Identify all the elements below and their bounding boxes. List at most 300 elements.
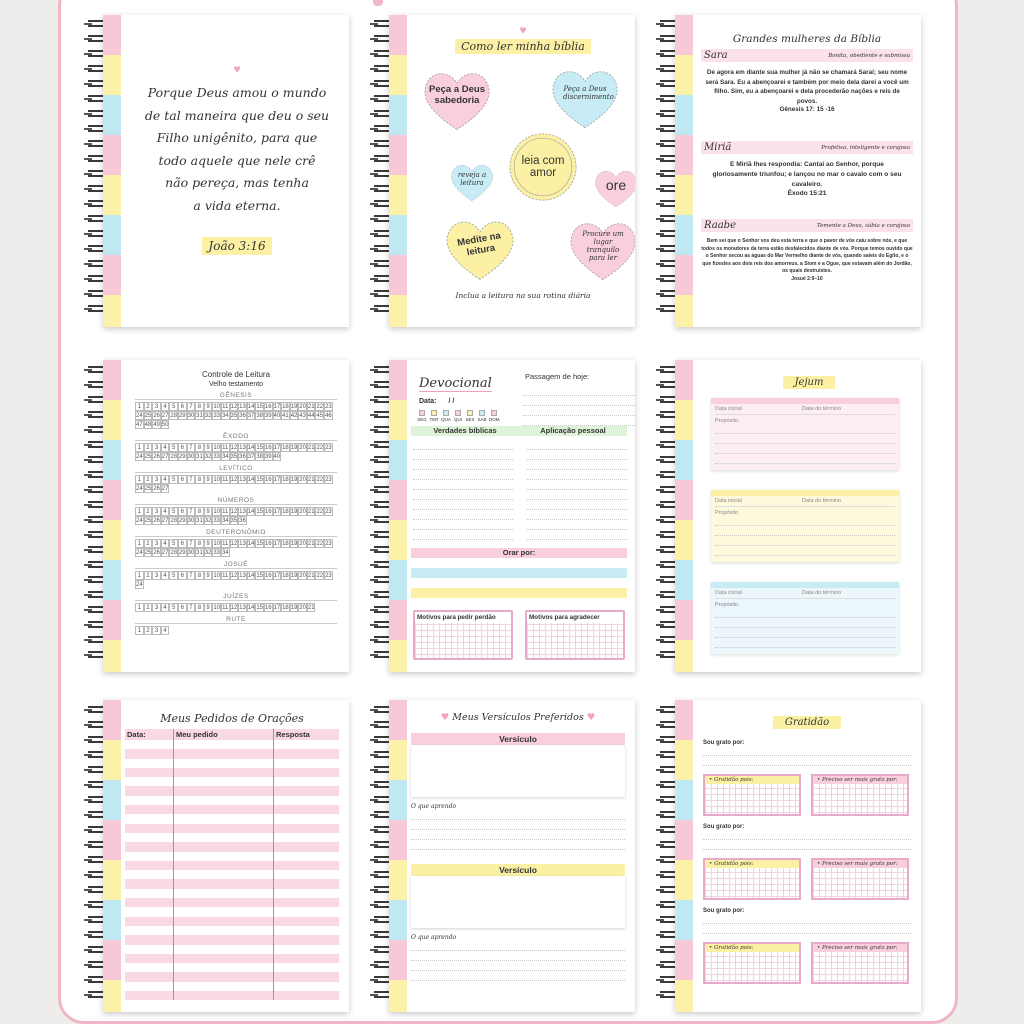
weekday-checkbox[interactable]: SAB (477, 410, 487, 422)
weekday-checkbox[interactable]: TER (429, 410, 439, 422)
chapter-checkbox[interactable]: 21 (307, 605, 315, 611)
chapter-checkbox[interactable]: 17 (273, 605, 281, 611)
chapter-checkbox[interactable]: 15 (256, 404, 263, 410)
chapter-checkbox[interactable]: 32 (204, 454, 212, 460)
chapter-checkbox[interactable]: 10 (213, 404, 221, 410)
chapter-checkbox[interactable]: 5 (169, 603, 178, 612)
chapter-checkbox[interactable]: 23 (325, 445, 332, 451)
chapter-checkbox[interactable]: 11 (222, 445, 229, 451)
chapter-checkbox[interactable]: 15 (256, 509, 263, 515)
chapter-checkbox[interactable]: 14 (247, 477, 255, 483)
table-row[interactable] (125, 824, 339, 833)
chapter-checkbox[interactable]: 14 (247, 445, 255, 451)
chapter-checkbox[interactable]: 17 (273, 573, 281, 579)
table-row[interactable] (125, 852, 339, 861)
chapter-checkbox[interactable]: 1 (135, 507, 144, 516)
chapter-checkbox[interactable]: 10 (213, 445, 221, 451)
chapter-checkbox[interactable]: 4 (161, 402, 170, 411)
chapter-checkbox[interactable]: 2 (144, 443, 153, 452)
date-field[interactable]: Data: / / (419, 398, 455, 405)
chapter-checkbox[interactable]: 17 (273, 404, 281, 410)
chapter-checkbox[interactable]: 31 (196, 454, 203, 460)
chapter-checkbox[interactable]: 49 (153, 422, 160, 428)
chapter-checkbox[interactable]: 17 (273, 445, 281, 451)
chapter-checkbox[interactable]: 37 (247, 413, 255, 419)
chapter-checkbox[interactable]: 2 (144, 507, 153, 516)
chapter-checkbox[interactable]: 33 (213, 518, 221, 524)
page-how-to-read (389, 15, 635, 327)
chapter-checkbox[interactable]: 43 (299, 413, 306, 419)
chapter-checkbox[interactable]: 23 (325, 477, 332, 483)
chapter-checkbox[interactable]: 8 (195, 402, 204, 411)
chapter-checkbox[interactable]: 2 (144, 571, 153, 580)
chapter-checkbox[interactable]: 16 (264, 573, 272, 579)
chapter-checkbox[interactable]: 32 (204, 413, 212, 419)
chapter-checkbox[interactable]: 9 (204, 443, 213, 452)
chapter-checkbox[interactable]: 31 (196, 518, 203, 524)
chapter-checkbox[interactable]: 4 (161, 626, 170, 635)
chapter-checkbox[interactable]: 20 (299, 573, 306, 579)
chapter-checkbox[interactable]: 11 (222, 404, 229, 410)
chapter-checkbox[interactable]: 24 (136, 582, 143, 588)
fasting-block[interactable]: Data inicial Data do término Propósito (711, 582, 899, 654)
heart-icon: ♥ (233, 62, 241, 76)
chapter-checkbox[interactable]: 13 (239, 573, 246, 579)
chapter-checkbox[interactable]: 2 (144, 603, 153, 612)
chapter-checkbox[interactable]: 16 (264, 509, 272, 515)
chapter-checkbox[interactable]: 10 (213, 477, 221, 483)
table-row[interactable] (125, 954, 339, 963)
prayer-table[interactable] (125, 740, 339, 1000)
chapter-checkbox[interactable]: 19 (290, 573, 298, 579)
chapter-checkbox[interactable]: 6 (178, 402, 187, 411)
weekday-checkbox[interactable]: SEX (465, 410, 475, 422)
chapter-checkbox[interactable]: 11 (222, 509, 229, 515)
chapter-checkbox[interactable]: 45 (316, 413, 324, 419)
chapter-checkbox[interactable]: 27 (161, 486, 169, 492)
chapter-checkbox[interactable]: 12 (230, 404, 238, 410)
chapter-checkbox[interactable]: 9 (204, 603, 213, 612)
chapter-checkbox[interactable]: 26 (153, 518, 160, 524)
table-row[interactable] (125, 945, 339, 954)
table-row[interactable] (125, 861, 339, 870)
chapter-checkbox[interactable]: 11 (222, 541, 229, 547)
chapter-checkbox[interactable]: 16 (264, 541, 272, 547)
chapter-checkbox[interactable]: 1 (135, 603, 144, 612)
chapter-checkbox[interactable]: 24 (136, 518, 143, 524)
chapter-checkbox[interactable]: 16 (264, 445, 272, 451)
weekday-checkbox[interactable]: DOM (489, 410, 499, 422)
chapter-checkbox[interactable]: 28 (170, 518, 178, 524)
chapter-checkbox[interactable]: 15 (256, 445, 263, 451)
book-name: LEVÍTICO (135, 465, 337, 473)
chapter-checkbox[interactable]: 14 (247, 573, 255, 579)
chapter-checkbox[interactable]: 24 (136, 454, 143, 460)
chapter-checkbox[interactable]: 42 (290, 413, 298, 419)
chapter-checkbox[interactable]: 23 (325, 404, 332, 410)
chapter-checkbox[interactable]: 34 (221, 550, 229, 556)
chapter-checkbox[interactable]: 19 (290, 445, 298, 451)
chapter-checkbox[interactable]: 23 (325, 541, 332, 547)
chapter-checkbox[interactable]: 20 (299, 477, 306, 483)
chapter-checkbox[interactable]: 14 (247, 509, 255, 515)
chapter-checkbox[interactable]: 26 (153, 550, 160, 556)
chapter-checkbox[interactable]: 7 (187, 475, 196, 484)
chapter-checkbox[interactable]: 17 (273, 541, 281, 547)
table-row[interactable] (125, 786, 339, 795)
chapter-checkbox[interactable]: 1 (135, 626, 144, 635)
chapter-checkbox[interactable]: 40 (273, 413, 281, 419)
chapter-checkbox[interactable]: 32 (204, 550, 212, 556)
chapter-checkbox[interactable]: 46 (325, 413, 332, 419)
chapter-checkbox[interactable]: 21 (307, 404, 315, 410)
chapter-checkbox[interactable]: 39 (264, 413, 272, 419)
chapter-checkbox[interactable]: 7 (187, 443, 196, 452)
chapter-checkbox[interactable]: 17 (273, 477, 281, 483)
verse-block[interactable]: Versículo O que aprendo (411, 864, 625, 981)
chapter-checkbox[interactable]: 6 (178, 603, 187, 612)
chapter-checkbox[interactable]: 21 (307, 509, 315, 515)
chapter-checkbox[interactable]: 29 (178, 413, 186, 419)
chapter-checkbox[interactable]: 38 (256, 413, 263, 419)
chapter-checkbox[interactable]: 6 (178, 443, 187, 452)
chapter-checkbox[interactable]: 6 (178, 539, 187, 548)
chapter-checkbox[interactable]: 8 (195, 507, 204, 516)
table-row[interactable] (125, 814, 339, 823)
chapter-checkbox[interactable]: 16 (264, 605, 272, 611)
chapter-checkbox[interactable]: 36 (239, 518, 246, 524)
chapter-checkbox[interactable]: 40 (273, 454, 281, 460)
chapter-checkbox[interactable]: 24 (136, 413, 143, 419)
chapter-checkbox[interactable]: 2 (144, 539, 153, 548)
chapter-checkbox[interactable]: 7 (187, 571, 196, 580)
chapter-checkbox[interactable]: 4 (161, 571, 170, 580)
chapter-checkbox[interactable]: 12 (230, 605, 238, 611)
chapter-checkbox[interactable]: 20 (299, 541, 306, 547)
table-row[interactable] (125, 982, 339, 991)
page-title: Controle de Leitura (201, 370, 271, 379)
chapter-checkbox[interactable]: 5 (169, 571, 178, 580)
chapter-checkbox[interactable]: 10 (213, 605, 221, 611)
forgiveness-box[interactable]: Motivos para pedir perdão (413, 610, 513, 660)
chapter-checkbox[interactable]: 7 (187, 507, 196, 516)
application-lines[interactable] (527, 440, 627, 540)
table-row[interactable] (125, 917, 339, 926)
chapter-checkbox[interactable]: 14 (247, 605, 255, 611)
chapter-checkbox[interactable]: 8 (195, 603, 204, 612)
chapter-checkbox[interactable]: 31 (196, 413, 203, 419)
chapter-checkbox[interactable]: 25 (144, 413, 152, 419)
chapter-checkbox[interactable]: 15 (256, 477, 263, 483)
book-block (135, 616, 337, 635)
chapter-checkbox[interactable]: 29 (178, 550, 186, 556)
heart-card: Peça a Deus discernimento (549, 65, 621, 131)
chapter-checkbox[interactable]: 18 (282, 477, 289, 483)
chapter-checkbox[interactable]: 23 (325, 573, 332, 579)
pray-line-yellow[interactable] (411, 588, 627, 598)
chapter-checkbox[interactable]: 10 (213, 509, 221, 515)
chapter-checkbox[interactable]: 7 (187, 402, 196, 411)
chapter-checkbox[interactable]: 48 (144, 422, 152, 428)
chapter-checkbox[interactable]: 35 (230, 413, 238, 419)
chapter-checkbox[interactable]: 19 (290, 605, 298, 611)
gratitude-block[interactable]: Sou grato por: • Gratidão pois: • Preciso ser mais grato por: (703, 824, 911, 900)
table-row[interactable] (125, 740, 339, 749)
chapter-checkbox[interactable]: 10 (213, 541, 221, 547)
chapter-checkbox[interactable]: 21 (307, 573, 315, 579)
chapter-checkbox[interactable]: 1 (135, 571, 144, 580)
chapter-checkbox[interactable]: 7 (187, 603, 196, 612)
chapter-checkbox[interactable]: 3 (152, 539, 161, 548)
chapter-checkbox[interactable]: 15 (256, 573, 263, 579)
chapter-checkbox[interactable]: 3 (152, 475, 161, 484)
chapter-checkbox[interactable]: 13 (239, 541, 246, 547)
chapter-checkbox[interactable]: 14 (247, 404, 255, 410)
page-verse (103, 15, 349, 327)
chapter-checkbox[interactable]: 18 (282, 509, 289, 515)
page-subtitle: Velho testamento (208, 381, 264, 388)
chapter-checkbox[interactable]: 22 (316, 509, 324, 515)
weekday-checkbox[interactable]: QUA (441, 410, 451, 422)
chapter-checkbox[interactable]: 35 (230, 454, 238, 460)
table-row[interactable] (125, 833, 339, 842)
chapter-checkbox[interactable]: 10 (213, 573, 221, 579)
chapter-checkbox[interactable]: 12 (230, 573, 238, 579)
chapter-checkbox[interactable]: 25 (144, 454, 152, 460)
chapter-checkbox[interactable]: 34 (221, 413, 229, 419)
table-row[interactable] (125, 879, 339, 888)
chapter-checkbox[interactable]: 17 (273, 509, 281, 515)
chapter-checkbox[interactable]: 26 (153, 454, 160, 460)
chapter-checkbox[interactable]: 5 (169, 475, 178, 484)
chapter-checkbox[interactable]: 9 (204, 571, 213, 580)
chapter-checkbox[interactable]: 19 (290, 509, 298, 515)
chapter-checkbox[interactable]: 7 (187, 539, 196, 548)
chapter-checkbox[interactable]: 1 (135, 475, 144, 484)
chapter-checkbox[interactable]: 18 (282, 605, 289, 611)
chapter-checkbox[interactable]: 27 (161, 454, 169, 460)
chapter-checkbox[interactable]: 11 (222, 573, 229, 579)
chapter-checkbox[interactable]: 20 (299, 445, 306, 451)
chapter-checkbox[interactable]: 32 (204, 518, 212, 524)
chapter-checkbox[interactable]: 3 (152, 443, 161, 452)
thanks-box[interactable]: Motivos para agradecer (525, 610, 625, 660)
table-row[interactable] (125, 926, 339, 935)
table-row[interactable] (125, 777, 339, 786)
table-row[interactable] (125, 907, 339, 916)
chapter-checkbox[interactable]: 16 (264, 404, 272, 410)
chapter-checkbox[interactable]: 18 (282, 445, 289, 451)
weekday-checkbox[interactable]: QUI (453, 410, 463, 422)
table-row[interactable] (125, 805, 339, 814)
chapter-checkbox[interactable]: 19 (290, 541, 298, 547)
table-row[interactable] (125, 889, 339, 898)
table-row[interactable] (125, 842, 339, 851)
verse-block[interactable]: Versículo O que aprendo (411, 733, 625, 850)
table-row[interactable] (125, 963, 339, 972)
chapter-checkbox[interactable]: 33 (213, 550, 221, 556)
chapter-checkbox[interactable]: 2 (144, 626, 153, 635)
chapter-checkbox[interactable]: 1 (135, 402, 144, 411)
chapter-checkbox[interactable]: 5 (169, 402, 178, 411)
chapter-checkbox[interactable]: 30 (187, 518, 195, 524)
chapter-checkbox[interactable]: 34 (221, 518, 229, 524)
chapter-checkbox[interactable]: 24 (136, 550, 143, 556)
chapter-checkbox[interactable]: 8 (195, 539, 204, 548)
chapter-checkbox[interactable]: 50 (161, 422, 169, 428)
color-tabs (389, 700, 407, 1012)
chapter-checkbox[interactable]: 8 (195, 571, 204, 580)
chapter-checkbox[interactable]: 18 (282, 404, 289, 410)
passage-lines[interactable] (523, 386, 635, 426)
chapter-checkbox[interactable]: 19 (290, 404, 298, 410)
chapter-checkbox[interactable]: 5 (169, 443, 178, 452)
chapter-checkbox[interactable]: 23 (325, 509, 332, 515)
chapter-checkbox[interactable]: 11 (222, 477, 229, 483)
gratitude-block[interactable]: Sou grato por: • Gratidão pois: • Preciso ser mais grato por: (703, 740, 911, 816)
chapter-checkbox[interactable]: 12 (230, 445, 238, 451)
table-row[interactable] (125, 796, 339, 805)
table-row[interactable] (125, 991, 339, 1000)
fasting-block[interactable]: Data inicial Data do término Propósito (711, 490, 899, 562)
chapter-checkbox[interactable]: 36 (239, 454, 246, 460)
chapter-checkbox[interactable]: 26 (153, 486, 160, 492)
chapter-checkbox[interactable]: 6 (178, 475, 187, 484)
chapter-checkbox[interactable]: 13 (239, 404, 246, 410)
chapter-checkbox[interactable]: 27 (161, 550, 169, 556)
chapter-checkbox[interactable]: 3 (152, 626, 161, 635)
chapter-checkbox[interactable]: 9 (204, 402, 213, 411)
chapter-checkbox[interactable]: 15 (256, 541, 263, 547)
chapter-checkbox[interactable]: 41 (282, 413, 289, 419)
chapter-checkbox[interactable]: 28 (170, 454, 178, 460)
chapter-checkbox[interactable]: 27 (161, 518, 169, 524)
chapter-checkbox[interactable]: 26 (153, 413, 160, 419)
chapter-checkbox[interactable]: 30 (187, 550, 195, 556)
chapter-checkbox[interactable]: 13 (239, 477, 246, 483)
chapter-checkbox[interactable]: 22 (316, 541, 324, 547)
chapter-checkbox[interactable]: 13 (239, 605, 246, 611)
chapter-checkbox[interactable]: 8 (195, 443, 204, 452)
chapter-checkbox[interactable]: 25 (144, 518, 152, 524)
chapter-checkbox[interactable]: 18 (282, 541, 289, 547)
chapter-checkbox[interactable]: 2 (144, 475, 153, 484)
chapter-checkbox[interactable]: 36 (239, 413, 246, 419)
chapter-checkbox[interactable]: 3 (152, 402, 161, 411)
chapter-checkbox[interactable]: 25 (144, 486, 152, 492)
chapter-checkbox[interactable]: 9 (204, 539, 213, 548)
chapter-checkbox[interactable]: 19 (290, 477, 298, 483)
chapter-checkbox[interactable]: 38 (256, 454, 263, 460)
chapter-checkbox[interactable]: 12 (230, 477, 238, 483)
chapter-checkbox[interactable]: 5 (169, 539, 178, 548)
chapter-checkbox[interactable]: 24 (136, 486, 143, 492)
chapter-checkbox[interactable]: 25 (144, 550, 152, 556)
chapter-checkbox[interactable]: 12 (230, 509, 238, 515)
chapter-checkbox[interactable]: 47 (136, 422, 143, 428)
chapter-checkbox[interactable]: 31 (196, 550, 203, 556)
table-row[interactable] (125, 935, 339, 944)
gratitude-block[interactable]: Sou grato por: • Gratidão pois: • Preciso ser mais grato por: (703, 908, 911, 984)
chapter-checkbox[interactable]: 20 (299, 605, 306, 611)
chapter-checkbox[interactable]: 27 (161, 413, 169, 419)
chapter-checkbox[interactable]: 18 (282, 573, 289, 579)
chapter-checkbox[interactable]: 35 (230, 518, 238, 524)
chapter-checkbox[interactable]: 28 (170, 550, 178, 556)
page-title: Meus Pedidos de Orações (160, 712, 304, 725)
chapter-checkbox[interactable]: 29 (178, 518, 186, 524)
chapter-checkbox[interactable]: 1 (135, 539, 144, 548)
truths-lines[interactable] (413, 440, 513, 540)
chapter-checkbox[interactable]: 14 (247, 541, 255, 547)
fasting-block[interactable]: Data inicial Data do término Propósito (711, 398, 899, 470)
table-row[interactable] (125, 749, 339, 758)
chapter-checkbox[interactable]: 3 (152, 603, 161, 612)
chapter-checkbox[interactable]: 29 (178, 454, 186, 460)
page-fasting (675, 360, 921, 672)
chapter-checkbox[interactable]: 22 (316, 404, 324, 410)
chapter-checkbox[interactable]: 8 (195, 475, 204, 484)
chapter-checkbox[interactable]: 20 (299, 509, 306, 515)
table-row[interactable] (125, 898, 339, 907)
pray-line-blue[interactable] (411, 568, 627, 578)
weekday-checkbox[interactable]: SEG (417, 410, 427, 422)
chapter-checkbox[interactable]: 30 (187, 413, 195, 419)
chapter-checkbox[interactable]: 4 (161, 603, 170, 612)
chapter-checkbox[interactable]: 6 (178, 571, 187, 580)
chapter-checkbox[interactable]: 4 (161, 539, 170, 548)
chapter-checkbox[interactable]: 1 (135, 443, 144, 452)
chapter-checkbox[interactable]: 15 (256, 605, 263, 611)
chapter-checkbox[interactable]: 33 (213, 413, 221, 419)
chapter-checkbox[interactable]: 21 (307, 477, 315, 483)
chapter-checkbox[interactable]: 30 (187, 454, 195, 460)
chapter-checkbox[interactable]: 6 (178, 507, 187, 516)
chapter-checkbox[interactable]: 11 (222, 605, 229, 611)
chapter-checkbox[interactable]: 4 (161, 507, 170, 516)
chapter-checkbox[interactable]: 33 (213, 454, 221, 460)
chapter-checkbox[interactable]: 12 (230, 541, 238, 547)
chapter-checkbox[interactable]: 3 (152, 507, 161, 516)
table-row[interactable] (125, 972, 339, 981)
chapter-checkbox[interactable]: 13 (239, 509, 246, 515)
chapter-checkbox[interactable]: 21 (307, 541, 315, 547)
table-row[interactable] (125, 768, 339, 777)
chapter-checkbox[interactable]: 4 (161, 443, 170, 452)
chapter-checkbox[interactable]: 9 (204, 475, 213, 484)
chapter-checkbox[interactable]: 4 (161, 475, 170, 484)
chapter-checkbox[interactable]: 16 (264, 477, 272, 483)
chapter-checkbox[interactable]: 20 (299, 404, 306, 410)
table-row[interactable] (125, 870, 339, 879)
page-title: Grandes mulheres da Bíblia (732, 33, 882, 45)
chapter-checkbox[interactable]: 37 (247, 454, 255, 460)
chapter-checkbox[interactable]: 34 (221, 454, 229, 460)
chapter-checkbox[interactable]: 22 (316, 477, 324, 483)
chapter-checkbox[interactable]: 21 (307, 445, 315, 451)
chapter-checkbox[interactable]: 28 (170, 413, 178, 419)
chapter-checkbox[interactable]: 13 (239, 445, 246, 451)
chapter-checkbox[interactable]: 3 (152, 571, 161, 580)
table-row[interactable] (125, 759, 339, 768)
chapter-checkbox[interactable]: 9 (204, 507, 213, 516)
chapter-checkbox[interactable]: 39 (264, 454, 272, 460)
chapter-checkbox[interactable]: 22 (316, 445, 324, 451)
chapter-checkbox[interactable]: 22 (316, 573, 324, 579)
chapter-checkbox[interactable]: 2 (144, 402, 153, 411)
chapter-checkbox[interactable]: 5 (169, 507, 178, 516)
chapter-checkbox[interactable]: 44 (307, 413, 315, 419)
